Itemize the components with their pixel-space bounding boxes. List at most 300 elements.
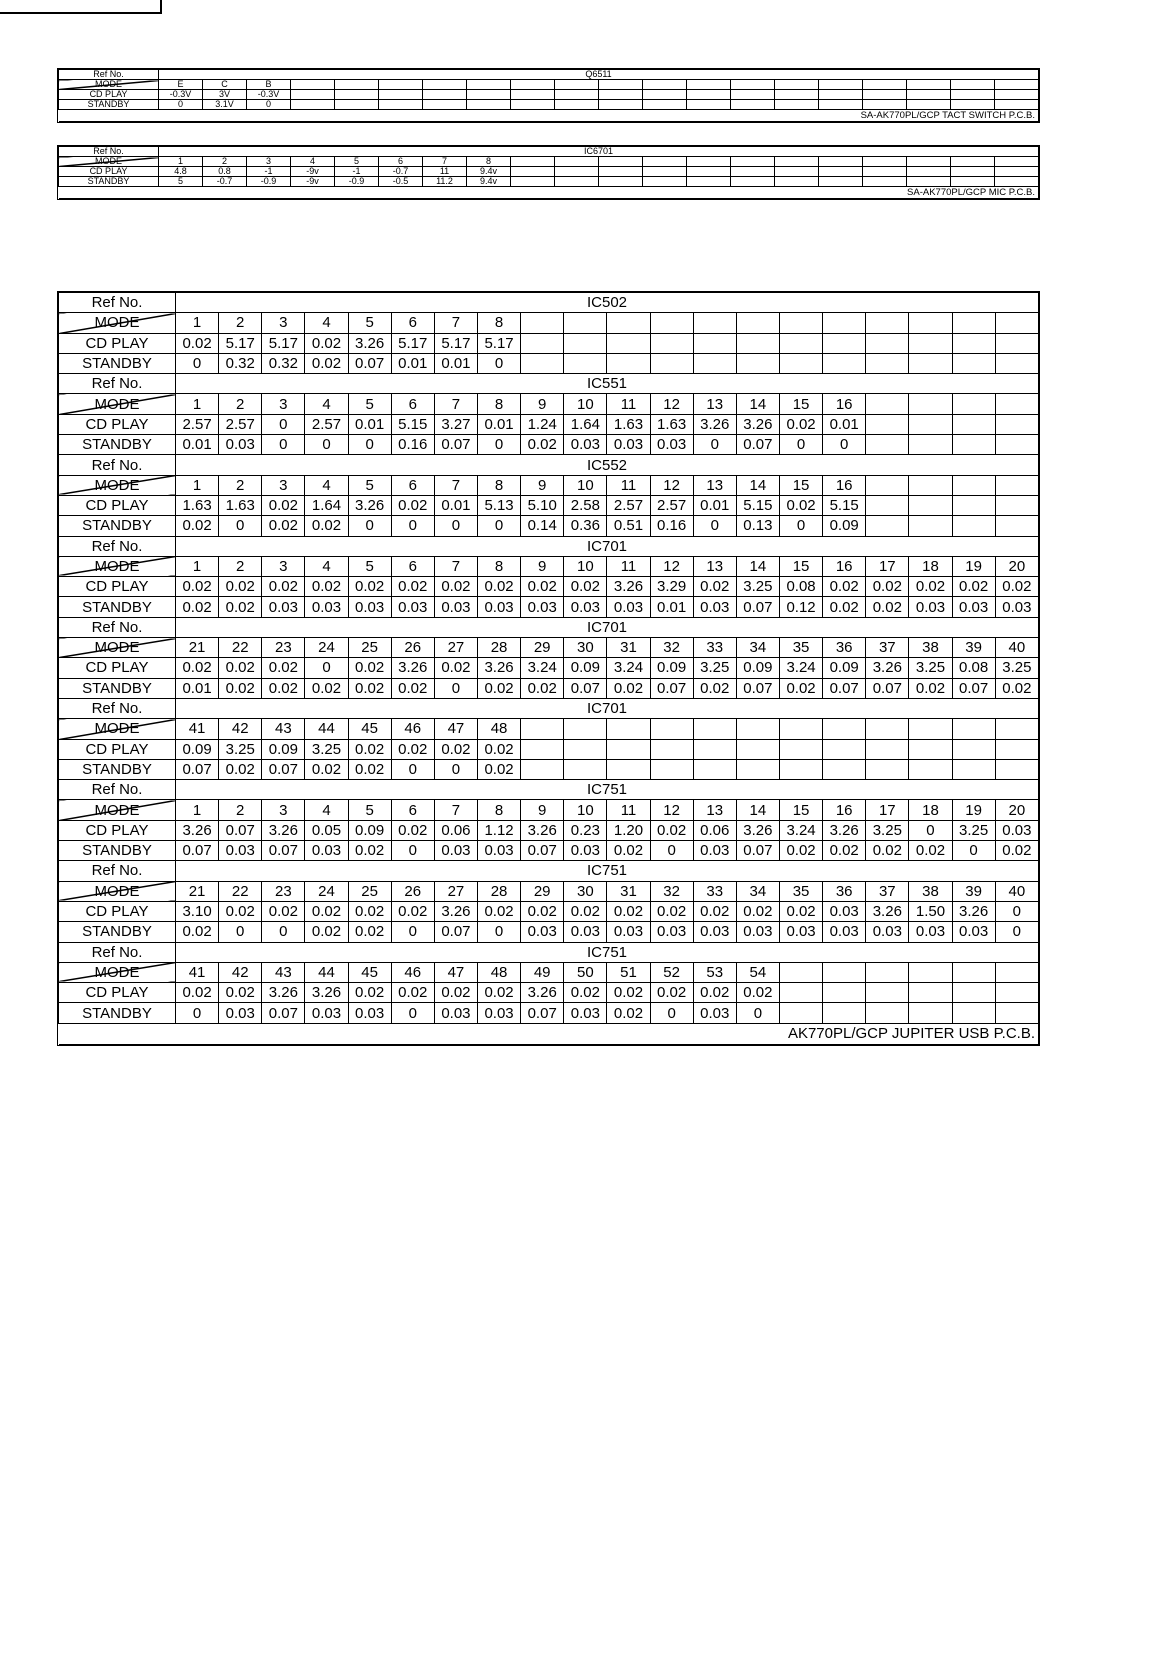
pin-number [521,719,564,739]
pin-number [731,80,775,90]
cd-play-voltage [687,90,731,100]
standby-voltage: 0.02 [219,678,262,698]
cd-play-voltage: 0.02 [434,983,477,1003]
standby-voltage: 0.03 [995,597,1038,617]
cd-play-voltage: 0.02 [477,577,520,597]
pin-number: 44 [305,719,348,739]
pin-number: 8 [477,313,520,333]
pin-number: 23 [262,881,305,901]
cd-play-voltage: 0.02 [909,577,952,597]
cd-play-voltage: 0.02 [477,901,520,921]
cd-play-voltage: 3.26 [262,983,305,1003]
pin-number: 38 [909,638,952,658]
standby-voltage: 0.36 [564,516,607,536]
pin-number: 11 [607,475,650,495]
pin-number: 6 [391,313,434,333]
standby-voltage: 0.03 [305,597,348,617]
pin-number: 40 [995,881,1038,901]
standby-voltage [952,759,995,779]
pin-number: 2 [219,394,262,414]
cd-play-row [59,495,1039,515]
cd-play-voltage: 5.13 [477,495,520,515]
pin-number: 8 [477,556,520,576]
cd-play-voltage: 0.02 [477,739,520,759]
pin-number [643,157,687,167]
pin-number: 5 [348,394,391,414]
cd-play-voltage [819,90,863,100]
cd-play-voltage: 0.01 [434,495,477,515]
standby-voltage: 0 [391,1003,434,1023]
cd-play-voltage: 0.02 [866,577,909,597]
standby-voltage: 0.03 [219,841,262,861]
pin-number: 28 [477,881,520,901]
pin-number [995,157,1039,167]
pin-number: 28 [477,638,520,658]
ic-ref-number: IC6701 [159,147,1039,157]
standby-voltage: -0.9 [247,177,291,187]
cd-play-voltage: 0.02 [564,577,607,597]
cd-play-voltage [775,167,819,177]
cd-play-voltage [521,333,564,353]
cd-play-voltage [909,739,952,759]
standby-voltage: 0.03 [219,435,262,455]
cd-play-voltage [599,167,643,177]
pcb-note-row [59,110,1039,122]
pin-number: 22 [219,638,262,658]
pin-number: 18 [909,556,952,576]
pin-number: 3 [262,800,305,820]
pin-number: 9 [521,556,564,576]
pin-number: 34 [736,638,779,658]
pin-number: 10 [564,800,607,820]
pin-number [823,719,866,739]
cd-play-voltage [555,90,599,100]
standby-voltage: 0.03 [607,597,650,617]
standby-voltage: 0 [477,922,520,942]
standby-voltage [995,100,1039,110]
cd-play-voltage [823,983,866,1003]
pin-number: 7 [434,800,477,820]
pin-number: 7 [434,556,477,576]
pin-number: 4 [305,394,348,414]
cd-play-voltage: 3.25 [952,820,995,840]
cd-play-voltage: 11 [423,167,467,177]
cd-play-voltage: 3.26 [693,414,736,434]
cd-play-voltage [995,495,1038,515]
cd-play-voltage: 3.26 [434,901,477,921]
ic-ref-number: IC751 [176,780,1039,800]
standby-voltage [564,353,607,373]
pin-number: 38 [909,881,952,901]
pin-number: 16 [823,394,866,414]
pin-number [467,80,511,90]
standby-voltage: 0.02 [693,678,736,698]
cd-play-voltage [379,90,423,100]
standby-voltage: 3.1V [203,100,247,110]
ref-row [59,70,1039,80]
standby-voltage: 5 [159,177,203,187]
cd-play-label: CD PLAY [59,577,176,597]
pin-number: 8 [477,475,520,495]
cd-play-row [59,820,1039,840]
cd-play-voltage: 0.08 [952,658,995,678]
standby-voltage: 0.16 [650,516,693,536]
cd-play-voltage: 0.02 [176,577,219,597]
pin-number: 5 [348,475,391,495]
ic-ref-number: IC751 [176,942,1039,962]
cd-play-voltage [952,983,995,1003]
ref-row [59,942,1039,962]
mode-row [59,719,1039,739]
standby-voltage: 0 [477,435,520,455]
cd-play-voltage: 0.02 [779,414,822,434]
cd-play-voltage: 3.26 [866,901,909,921]
cd-play-voltage: 3.25 [866,820,909,840]
pin-number [907,157,951,167]
pin-number: 43 [262,962,305,982]
standby-voltage: 0.02 [305,922,348,942]
standby-row [59,353,1039,373]
standby-voltage: 0.02 [348,759,391,779]
pin-number: 49 [521,962,564,982]
pcb-note-row [59,187,1039,199]
standby-voltage: 0.02 [866,841,909,861]
cd-play-voltage: 0.09 [348,820,391,840]
cd-play-voltage: 0.02 [391,495,434,515]
cd-play-voltage: 0.02 [219,577,262,597]
standby-voltage [952,435,995,455]
pin-number: 7 [434,394,477,414]
standby-voltage [995,516,1038,536]
pin-number: 10 [564,475,607,495]
cd-play-voltage: 4.8 [159,167,203,177]
standby-voltage [779,759,822,779]
cd-play-label: CD PLAY [59,739,176,759]
mode-row [59,394,1039,414]
standby-voltage: 0.02 [909,841,952,861]
standby-voltage: 0 [477,516,520,536]
cd-play-voltage: 0.03 [823,901,866,921]
standby-voltage: 0.07 [176,759,219,779]
standby-voltage: -9v [291,177,335,187]
ref-label: Ref No. [59,942,176,962]
pin-number [599,157,643,167]
cd-play-voltage [467,90,511,100]
pin-number [952,719,995,739]
standby-voltage [819,100,863,110]
ref-label: Ref No. [59,147,159,157]
ref-row [59,861,1039,881]
pin-number: 12 [650,556,693,576]
cd-play-voltage: 3.25 [219,739,262,759]
pin-number: 45 [348,719,391,739]
standby-voltage: 0.02 [348,678,391,698]
pin-number: 7 [434,313,477,333]
cd-play-voltage: 3.26 [348,333,391,353]
standby-voltage: 0 [477,353,520,373]
cd-play-label: CD PLAY [59,333,176,353]
ref-row [59,536,1039,556]
standby-voltage: 0 [650,1003,693,1023]
standby-voltage: 0.03 [219,1003,262,1023]
cd-play-label: CD PLAY [59,983,176,1003]
pin-number: 52 [650,962,693,982]
standby-voltage [909,759,952,779]
cd-play-voltage [775,90,819,100]
pin-number: 16 [823,800,866,820]
cd-play-voltage: 2.57 [176,414,219,434]
standby-voltage: 0.07 [952,678,995,698]
ic-ref-number: IC701 [176,617,1039,637]
cd-play-row [59,658,1039,678]
ref-label: Ref No. [59,293,176,313]
cd-play-voltage: 3.26 [305,983,348,1003]
cd-play-voltage: 0.01 [477,414,520,434]
pin-number: 6 [391,800,434,820]
mode-row [59,313,1039,333]
pin-number: 47 [434,719,477,739]
standby-voltage: 11.2 [423,177,467,187]
standby-voltage: 0.02 [176,597,219,617]
cd-play-voltage: 0.02 [348,983,391,1003]
standby-voltage: 0 [779,516,822,536]
standby-voltage: 0.03 [693,1003,736,1023]
pin-number: 54 [736,962,779,982]
cd-play-voltage: 0.03 [995,820,1038,840]
standby-voltage: 0.02 [607,1003,650,1023]
standby-voltage [779,353,822,373]
standby-voltage [521,759,564,779]
pin-number: 24 [305,881,348,901]
pin-number: 30 [564,881,607,901]
standby-voltage: 0.03 [434,841,477,861]
standby-voltage [951,100,995,110]
cd-play-voltage: 1.50 [909,901,952,921]
cd-play-voltage [511,167,555,177]
cd-play-voltage: 3.24 [607,658,650,678]
cd-play-row [59,739,1039,759]
cd-play-voltage [607,333,650,353]
cd-play-voltage [650,739,693,759]
standby-voltage: 0.02 [305,516,348,536]
pin-number: 46 [391,962,434,982]
cd-play-voltage: 3.26 [521,983,564,1003]
pin-number [779,719,822,739]
standby-voltage: 0.02 [866,597,909,617]
standby-voltage: 0.07 [866,678,909,698]
pin-number: 32 [650,881,693,901]
ref-row [59,698,1039,718]
pin-number: 20 [995,556,1038,576]
pin-number: 46 [391,719,434,739]
cd-play-label: CD PLAY [59,414,176,434]
cd-play-voltage: 0.02 [176,333,219,353]
pin-number: 14 [736,475,779,495]
cd-play-voltage: 0.02 [262,495,305,515]
cd-play-row [59,90,1039,100]
standby-voltage: 0.02 [477,678,520,698]
mode-row [59,157,1039,167]
pin-number [952,394,995,414]
pin-number: 33 [693,881,736,901]
standby-voltage: 0.32 [262,353,305,373]
standby-voltage: 0.03 [952,922,995,942]
standby-voltage: 0.01 [176,435,219,455]
mode-label: MODE [59,475,176,495]
standby-voltage: 0.03 [434,597,477,617]
standby-voltage [819,177,863,187]
standby-voltage [866,759,909,779]
cd-play-voltage [866,495,909,515]
cd-play-voltage [687,167,731,177]
pin-number [693,313,736,333]
standby-voltage: 0.32 [219,353,262,373]
standby-voltage [995,435,1038,455]
standby-voltage: 0.07 [262,841,305,861]
pin-number [779,962,822,982]
cd-play-voltage: 0.8 [203,167,247,177]
cd-play-voltage: 2.57 [650,495,693,515]
cd-play-voltage: -9v [291,167,335,177]
standby-voltage [736,759,779,779]
pin-number: 36 [823,881,866,901]
standby-voltage: 0.07 [521,841,564,861]
cd-play-voltage [731,167,775,177]
cd-play-voltage [736,333,779,353]
pin-number: 33 [693,638,736,658]
pin-number: 13 [693,556,736,576]
standby-voltage: 0.02 [391,678,434,698]
pin-number [775,157,819,167]
cd-play-voltage: 3.25 [736,577,779,597]
standby-voltage [599,100,643,110]
cd-play-row [59,414,1039,434]
pin-number: 13 [693,800,736,820]
pin-number [779,313,822,333]
standby-voltage: 0.03 [391,597,434,617]
standby-label: STANDBY [59,597,176,617]
standby-row [59,922,1039,942]
usb-voltage-table [57,291,1040,1046]
cd-play-voltage: 0.02 [262,901,305,921]
cd-play-voltage: 0.09 [176,739,219,759]
standby-voltage: 0 [176,1003,219,1023]
standby-voltage [599,177,643,187]
standby-voltage [775,100,819,110]
standby-voltage: 0.03 [564,1003,607,1023]
standby-voltage: 0.14 [521,516,564,536]
standby-voltage [650,759,693,779]
cd-play-voltage [564,333,607,353]
pin-number: 29 [521,638,564,658]
standby-voltage [995,353,1038,373]
pin-number [521,313,564,333]
cd-play-voltage: 0.02 [305,333,348,353]
pin-number: 35 [779,638,822,658]
mode-label: MODE [59,638,176,658]
cd-play-voltage: 3.25 [909,658,952,678]
pin-number: 11 [607,800,650,820]
standby-voltage [995,1003,1038,1023]
pin-number: 1 [176,556,219,576]
cd-play-voltage: 3.26 [262,820,305,840]
cd-play-voltage: 0.02 [607,901,650,921]
standby-voltage: 0.07 [736,678,779,698]
cd-play-voltage: 3.26 [736,414,779,434]
ref-label: Ref No. [59,374,176,394]
cd-play-voltage: 5.15 [391,414,434,434]
pin-number: 1 [176,394,219,414]
standby-voltage [775,177,819,187]
cd-play-voltage: 0.02 [305,577,348,597]
standby-voltage: 0 [247,100,291,110]
standby-voltage: 0 [219,516,262,536]
standby-voltage: 0.02 [348,841,391,861]
standby-label: STANDBY [59,759,176,779]
standby-voltage: 0.03 [693,597,736,617]
pin-number: 6 [379,157,423,167]
standby-voltage [731,100,775,110]
pin-number: C [203,80,247,90]
cd-play-voltage [779,333,822,353]
pin-number: 29 [521,881,564,901]
mode-row [59,962,1039,982]
cd-play-row [59,167,1039,177]
standby-voltage: 0.12 [779,597,822,617]
mode-label: MODE [59,157,159,167]
standby-voltage: 0.02 [521,678,564,698]
pin-number: 3 [262,394,305,414]
pin-number [423,80,467,90]
standby-voltage [607,759,650,779]
standby-voltage: 0.03 [779,922,822,942]
standby-voltage: 0.02 [779,678,822,698]
cd-play-voltage [909,983,952,1003]
ref-label: Ref No. [59,70,159,80]
pin-number: 4 [291,157,335,167]
cd-play-voltage: 3V [203,90,247,100]
standby-row [59,759,1039,779]
ref-label: Ref No. [59,780,176,800]
standby-voltage: 0.02 [305,759,348,779]
ref-label: Ref No. [59,861,176,881]
cd-play-voltage [779,983,822,1003]
pin-number: 14 [736,394,779,414]
cd-play-voltage: 0.09 [262,739,305,759]
standby-voltage [779,1003,822,1023]
standby-voltage [863,100,907,110]
ref-row [59,374,1039,394]
pin-number [951,80,995,90]
standby-row [59,100,1039,110]
cd-play-voltage: 3.24 [779,820,822,840]
cd-play-voltage: 0.02 [219,901,262,921]
cd-play-voltage: 0.02 [176,983,219,1003]
standby-voltage: 0.03 [909,922,952,942]
pin-number: 3 [262,556,305,576]
cd-play-voltage [952,414,995,434]
cd-play-row [59,577,1039,597]
standby-voltage: 0.09 [823,516,866,536]
standby-voltage [511,177,555,187]
pin-number [866,719,909,739]
pin-number [599,80,643,90]
cd-play-voltage [643,90,687,100]
standby-voltage [687,100,731,110]
standby-voltage: 0 [779,435,822,455]
standby-voltage: 0.03 [607,435,650,455]
pin-number: 21 [176,881,219,901]
